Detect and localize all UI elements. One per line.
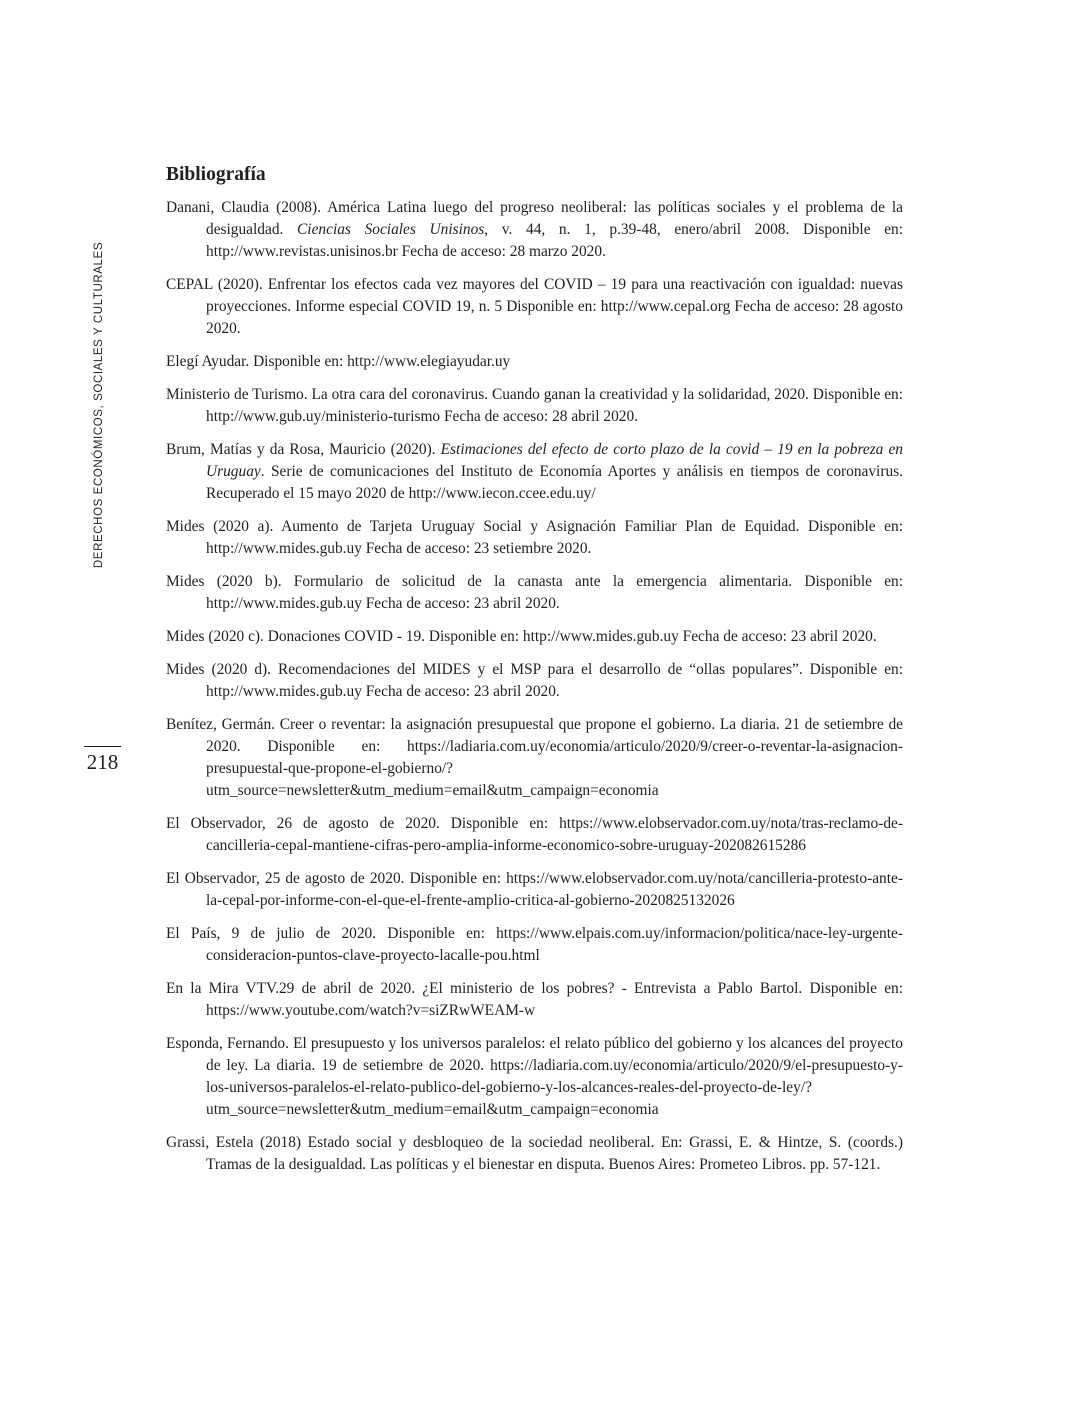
section-heading: Bibliografía bbox=[166, 164, 266, 185]
bibliography-entry: Esponda, Fernando. El presupuesto y los universos paralelos: el relato público del gobierno y los alcances del proyecto de ley. La diaria. 19 de setiembre de 2020. https://ladiaria.com.uy/economia/articulo/2020/9/el-presupuesto-y-los-universos-paralelos-el-relato-publico-del-gobierno-y-los-alcances-reales-del-proyecto-de-ley/?utm_source=newsletter&utm_medium=email&utm_campaign=economia bbox=[166, 1035, 903, 1118]
bibliography-entry: Mides (2020 d). Recomendaciones del MIDES y el MSP para el desarrollo de “ollas populares”. Disponible en: http://www.mides.gub.uy Fecha de acceso: 23 abril 2020. bbox=[166, 661, 903, 700]
running-header-text: DERECHOS ECONÓMICOS, SOCIALES Y CULTURALES bbox=[93, 241, 105, 569]
bibliography-entry: Ministerio de Turismo. La otra cara del coronavirus. Cuando ganan la creatividad y la solidaridad, 2020. Disponible en: http://www.gub.uy/ministerio-turismo Fecha de acceso: 28 abril 2020. bbox=[166, 386, 903, 425]
bibliography-entry: Benítez, Germán. Creer o reventar: la asignación presupuestal que propone el gobierno. La diaria. 21 de setiembre de 2020. Disponible en: https://ladiaria.com.uy/economia/articulo/2020/9/creer-o-reventar-la-asignacion-presupuestal-que-propone-el-gobierno/?utm_source=newsletter&utm_medium=email&utm_campaign=economia bbox=[166, 716, 903, 799]
bibliography-entry: El Observador, 25 de agosto de 2020. Disponible en: https://www.elobservador.com.uy/nota/cancilleria-protesto-ante-la-cepal-por-informe-con-el-que-el-frente-amplio-critica-al-gobierno-2020825132026 bbox=[166, 870, 903, 909]
page-number: 218 bbox=[86, 750, 119, 774]
bibliography-entry: Mides (2020 a). Aumento de Tarjeta Uruguay Social y Asignación Familiar Plan de Equidad. Disponible en: http://www.mides.gub.uy Fecha de acceso: 23 setiembre 2020. bbox=[166, 518, 903, 557]
bibliography-list bbox=[166, 197, 903, 1187]
bibliography-entry: Brum, Matías y da Rosa, Mauricio (2020). Estimaciones del efecto de corto plazo de la covid – 19 en la pobreza en Uruguay. Serie de comunicaciones del Instituto de Economía Aportes y análisis en tiempos de coronavirus. Recuperado el 15 mayo 2020 de http://www.iecon.ccee.edu.uy/ bbox=[166, 441, 904, 502]
bibliography-entry: Danani, Claudia (2008). América Latina luego del progreso neoliberal: las políticas sociales y el problema de la desigualdad. Ciencias Sociales Unisinos, v. 44, n. 1, p.39-48, enero/abril 2008. Disponible en: http://www.revistas.unisinos.br Fecha de acceso: 28 marzo 2020. bbox=[166, 199, 903, 260]
bibliography-entry: CEPAL (2020). Enfrentar los efectos cada vez mayores del COVID – 19 para una reactivación con igualdad: nuevas proyecciones. Informe especial COVID 19, n. 5 Disponible en: http://www.cepal.org Fecha de acceso: 28 agosto 2020. bbox=[166, 276, 903, 337]
bibliography-entry: El Observador, 26 de agosto de 2020. Disponible en: https://www.elobservador.com.uy/nota/tras-reclamo-de-cancilleria-cepal-mantiene-cifras-pero-amplia-informe-economico-sobre-uruguay-202082615286 bbox=[166, 815, 903, 854]
bibliography-entry: Elegí Ayudar. Disponible en: http://www.elegiayudar.uy bbox=[166, 353, 511, 370]
bibliography-entry: Mides (2020 b). Formulario de solicitud de la canasta ante la emergencia alimentaria. Disponible en: http://www.mides.gub.uy Fecha de acceso: 23 abril 2020. bbox=[166, 573, 903, 612]
page-number-rule bbox=[84, 746, 121, 747]
bibliography-entry: En la Mira VTV.29 de abril de 2020. ¿El ministerio de los pobres? - Entrevista a Pablo Bartol. Disponible en: https://www.youtube.com/watch?v=siZRwWEAM-w bbox=[166, 980, 903, 1019]
bibliography-entry: El País, 9 de julio de 2020. Disponible en: https://www.elpais.com.uy/informacion/politica/nace-ley-urgente-consideracion-puntos-clave-proyecto-lacalle-pou.html bbox=[166, 925, 903, 964]
bibliography-entry: Mides (2020 c). Donaciones COVID - 19. Disponible en: http://www.mides.gub.uy Fecha de acceso: 23 abril 2020. bbox=[166, 628, 877, 645]
bibliography-entry: Grassi, Estela (2018) Estado social y desbloqueo de la sociedad neoliberal. En: Grassi, E. & Hintze, S. (coords.) Tramas de la desigualdad. Las políticas y el bienestar en disputa. Buenos Aires: Prometeo Libros. pp. 57-121. bbox=[166, 1134, 903, 1173]
